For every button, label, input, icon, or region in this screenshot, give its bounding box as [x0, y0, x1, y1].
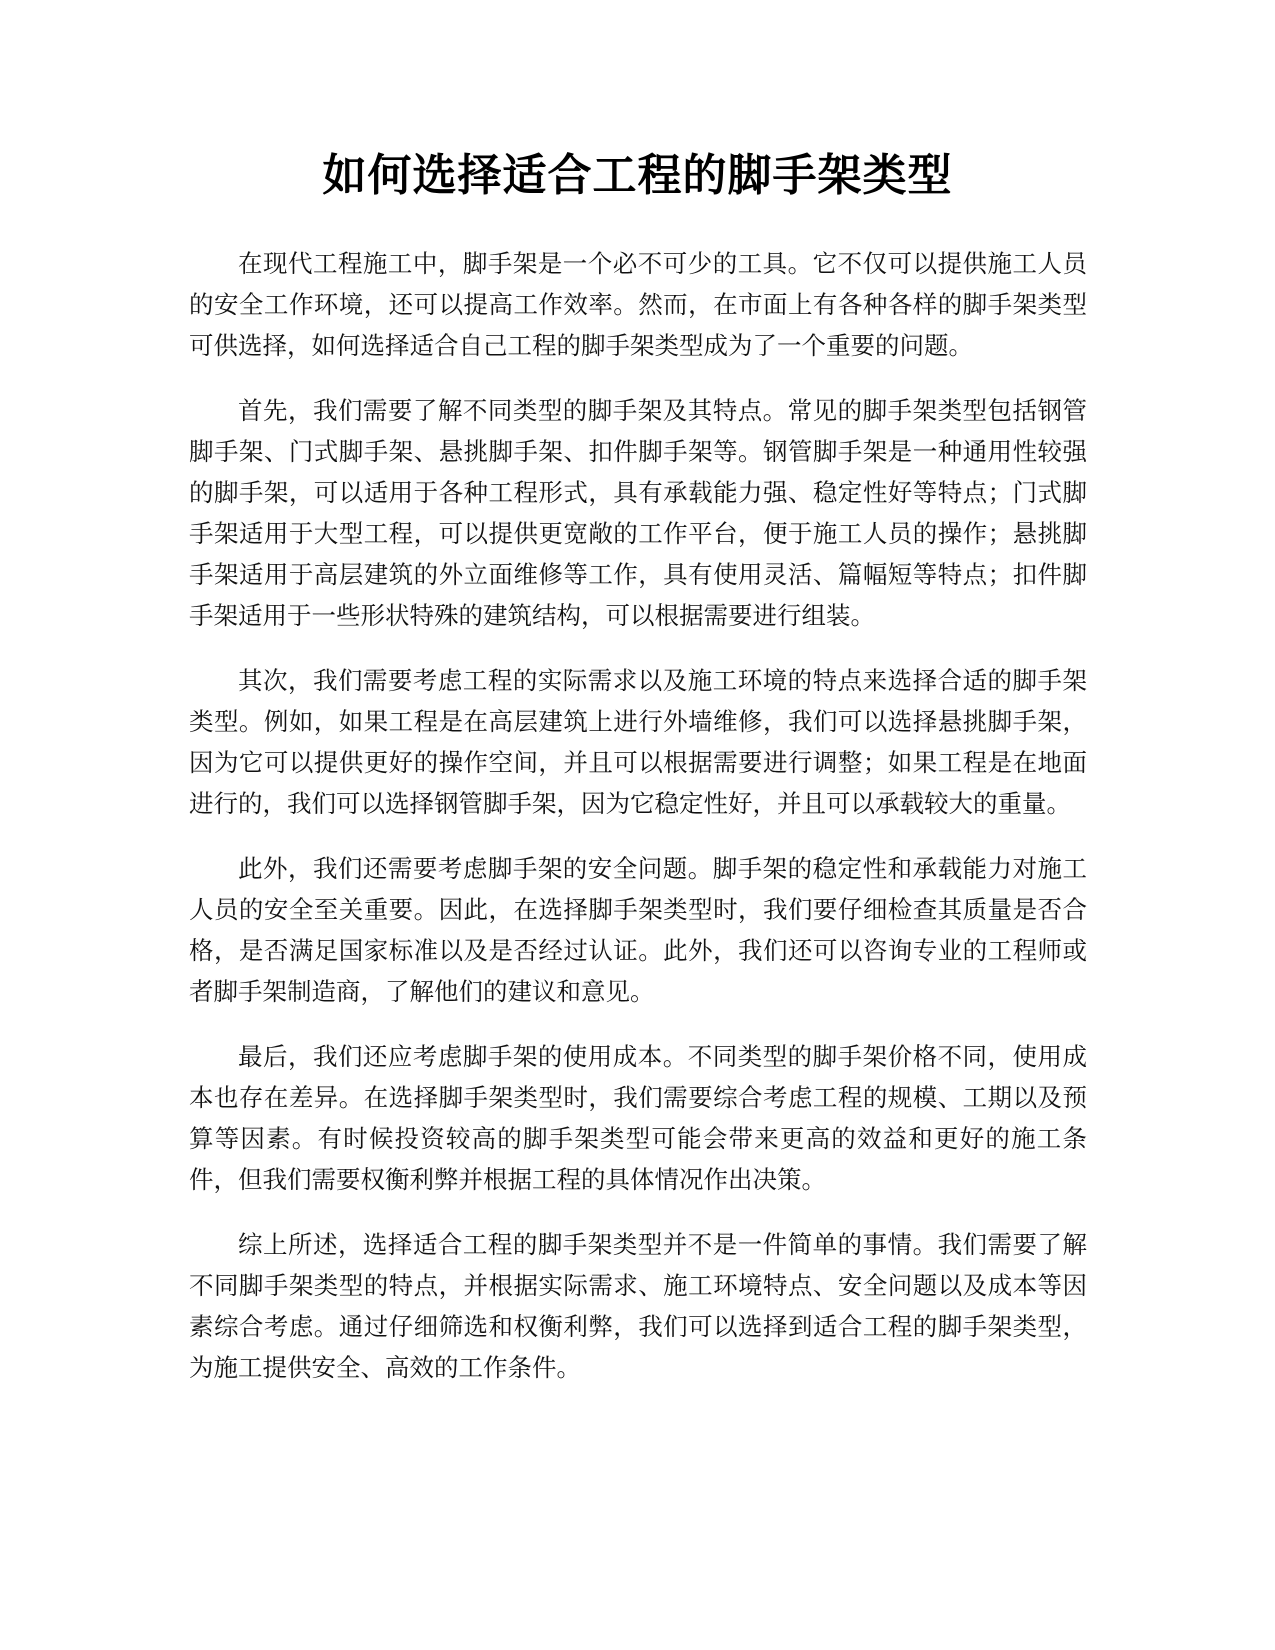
paragraph-requirements: 其次，我们需要考虑工程的实际需求以及施工环境的特点来选择合适的脚手架类型。例如，如果工程是在高层建筑上进行外墙维修，我们可以选择悬挑脚手架，因为它可以提供更好的操作空间，并且可以根据需要进行调整；如果工程是在地面进行的，我们可以选择钢管脚手架，因为它稳定性好，并且可以承载较大的重量。: [189, 666, 1087, 818]
document-body: [189, 243, 1087, 1412]
paragraph-cost: 最后，我们还应考虑脚手架的使用成本。不同类型的脚手架价格不同，使用成本也存在差异。在选择脚手架类型时，我们需要综合考虑工程的规模、工期以及预算等因素。有时候投资较高的脚手架类型可能会带来更高的效益和更好的施工条件，但我们需要权衡利弊并根据工程的具体情况作出决策。: [189, 1042, 1087, 1194]
paragraph-intro: 在现代工程施工中，脚手架是一个必不可少的工具。它不仅可以提供施工人员的安全工作环境，还可以提高工作效率。然而，在市面上有各种各样的脚手架类型可供选择，如何选择适合自己工程的脚手架类型成为了一个重要的问题。: [189, 249, 1087, 360]
document-title: 如何选择适合工程的脚手架类型: [322, 150, 953, 201]
paragraph-safety: 此外，我们还需要考虑脚手架的安全问题。脚手架的稳定性和承载能力对施工人员的安全至关重要。因此，在选择脚手架类型时，我们要仔细检查其质量是否合格，是否满足国家标准以及是否经过认证。此外，我们还可以咨询专业的工程师或者脚手架制造商，了解他们的建议和意见。: [189, 854, 1087, 1006]
paragraph-types: 首先，我们需要了解不同类型的脚手架及其特点。常见的脚手架类型包括钢管脚手架、门式脚手架、悬挑脚手架、扣件脚手架等。钢管脚手架是一种通用性较强的脚手架，可以适用于各种工程形式，具有承载能力强、稳定性好等特点；门式脚手架适用于大型工程，可以提供更宽敞的工作平台，便于施工人员的操作；悬挑脚手架适用于高层建筑的外立面维修等工作，具有使用灵活、篇幅短等特点；扣件脚手架适用于一些形状特殊的建筑结构，可以根据需要进行组装。: [189, 396, 1087, 630]
paragraph-conclusion: 综上所述，选择适合工程的脚手架类型并不是一件简单的事情。我们需要了解不同脚手架类型的特点，并根据实际需求、施工环境特点、安全问题以及成本等因素综合考虑。通过仔细筛选和权衡利弊，我们可以选择到适合工程的脚手架类型，为施工提供安全、高效的工作条件。: [189, 1230, 1087, 1382]
